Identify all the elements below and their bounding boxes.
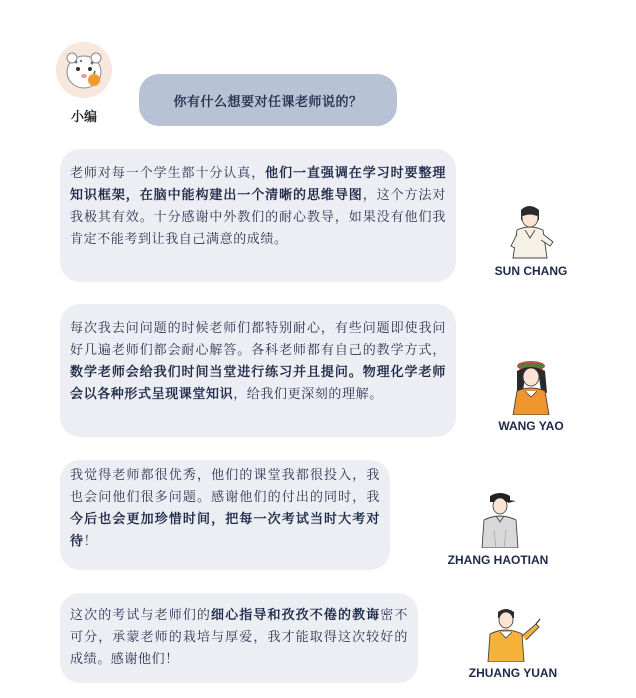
answer-text: 我觉得老师都很优秀，他们的课堂我都很投入，我也会问他们很多问题。感谢他们的付出的同时，我: [70, 468, 380, 505]
answer-text: ，这个方法对我极其有效。十分感谢中外教们的耐心教导，如果没有他们我肯定不能考到让我自己满意的成绩。: [70, 188, 446, 247]
answer-text-highlight: 细心指导和孜孜不倦的教诲: [211, 608, 381, 623]
student-illustration-zhuang-yuan: [478, 606, 544, 662]
answer-text: 老师对每一个学生都十分认真，: [70, 166, 266, 181]
snow-leopard-icon: [56, 42, 112, 98]
answer-text: ！: [83, 534, 98, 549]
answer-text: 密不可分，承蒙老师的栽培与厚爱，我才能取得这次较好的成绩。感谢他们！: [70, 608, 409, 667]
speaker-name-zhuang-yuan: ZHUANG YUAN: [468, 666, 558, 680]
question-bubble: 你有什么想要对任课老师说的？: [139, 74, 397, 126]
answer-bubble-zhang-haotian: [60, 460, 390, 570]
speaker-name-wang-yao: WANG YAO: [498, 419, 564, 433]
answer-text: 这次的考试与老师们的: [70, 608, 212, 623]
answer-text: 每次我去问问题的时候老师们都特别耐心，有些问题即使我问好几遍老师们都会耐心解答。各科老师都有自己的教学方式，: [70, 321, 446, 358]
answer-bubble-wang-yao: [60, 304, 456, 437]
student-illustration-wang-yao: [505, 357, 557, 415]
student-illustration-sun-chang: [503, 200, 557, 260]
answer-text-highlight: 数学老师会给我们时间当堂进行练习并且提问。物理化学老师会以各种形式呈现课堂知识: [70, 365, 446, 402]
answer-text-highlight: 他们一直强调在学习时要整理知识框架，在脑中能构建出一个清晰的思维导图: [70, 166, 446, 203]
answer-text-highlight: 今后也会更加珍惜时间，把每一次考试当时大考对待: [70, 512, 380, 549]
speaker-name-zhang-haotian: ZHANG HAOTIAN: [447, 553, 549, 567]
answer-text: ，给我们更深刻的理解。: [233, 387, 383, 402]
answer-bubble-sun-chang: [60, 149, 456, 282]
student-illustration-zhang-haotian: [472, 490, 528, 548]
answer-bubble-zhuang-yuan: [60, 593, 418, 683]
speaker-name-sun-chang: SUN CHANG: [494, 264, 568, 278]
host-name: 小编: [70, 110, 97, 125]
host-avatar: [56, 42, 112, 98]
